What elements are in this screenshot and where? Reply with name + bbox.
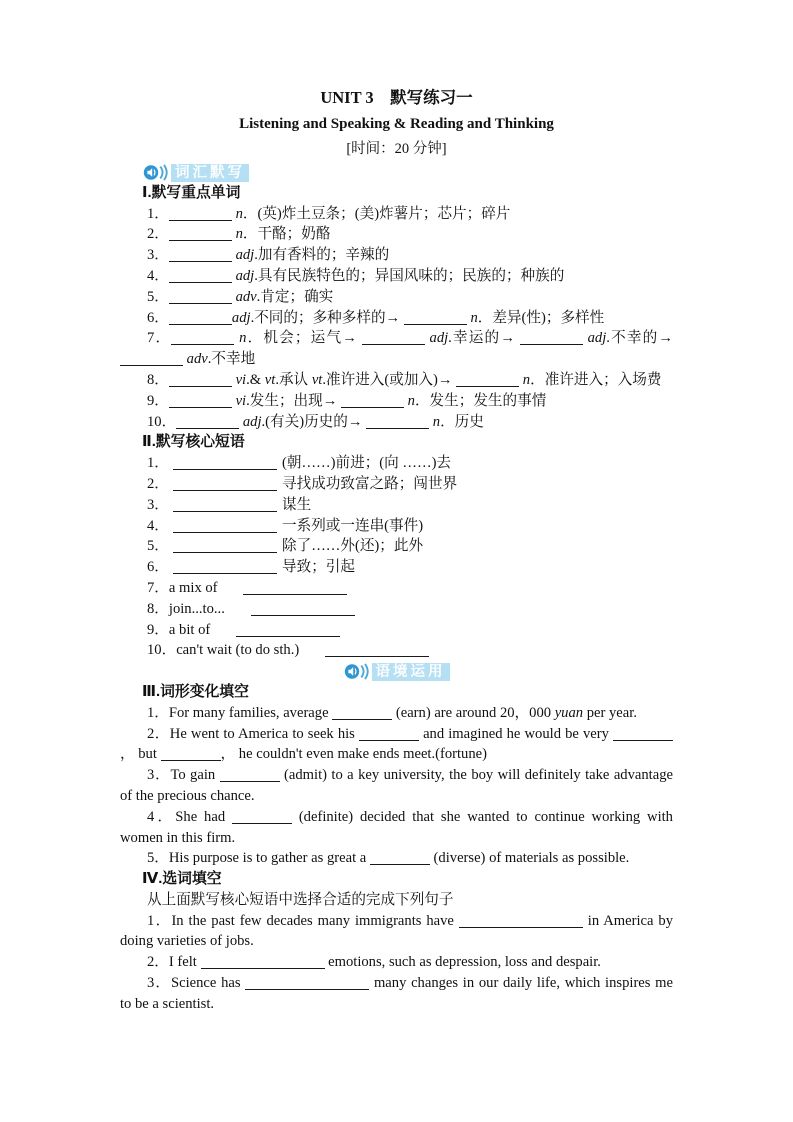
phrase-item <box>120 599 673 620</box>
text-run: 2．He went to America to seek his <box>147 725 359 742</box>
wordform-item <box>120 807 673 849</box>
text-run: .(有关)历史的→ <box>261 413 367 430</box>
item-number: 6． <box>147 559 169 576</box>
speaker-icon <box>143 163 170 182</box>
text-run: .不幸地 <box>207 351 256 368</box>
context-badge-row <box>120 661 673 682</box>
phrase-text: a mix of <box>168 579 218 596</box>
blank-line <box>169 311 232 325</box>
item-number: 3． <box>147 496 169 513</box>
word-item <box>120 245 673 266</box>
text-run: .不幸的→ <box>606 330 673 347</box>
blank-line <box>245 976 369 990</box>
pos-tag: n <box>235 205 243 222</box>
text-run: ．差异(性)；多样性 <box>477 309 605 326</box>
section-phrases-heading: Ⅱ.默写核心短语 <box>142 434 245 451</box>
pos-tag: n <box>407 392 415 409</box>
text-run: 3．Science has <box>147 975 246 992</box>
blank-line <box>169 290 232 304</box>
blank-line <box>120 352 183 366</box>
pos-tag: adj <box>242 413 262 430</box>
phrase-item <box>120 474 673 495</box>
text-run: ．(英)炸土豆条；(美)炸薯片；芯片；碎片 <box>242 205 511 222</box>
pos-tag: adj <box>587 330 607 347</box>
phrase-text: join...to... <box>168 600 225 617</box>
pos-tag: n <box>239 330 247 347</box>
pos-tag: adj <box>429 330 449 347</box>
text-run: ．机会；运气→ <box>246 330 362 347</box>
phrase-meaning: (朝……)前进；(向 ……)去 <box>282 455 452 472</box>
blank-line <box>251 602 355 616</box>
phrase-item <box>120 453 673 474</box>
text-run: 3．To gain <box>147 767 220 784</box>
blank-line <box>173 498 277 512</box>
blank-line <box>173 477 277 491</box>
blank-line <box>171 331 234 345</box>
text-run: 4． <box>147 267 169 284</box>
pos-tag: n <box>522 371 531 388</box>
word-item <box>120 391 673 412</box>
text-run: and imagined he would be very <box>418 725 613 742</box>
phrase-text: a bit of <box>168 621 211 638</box>
blank-line <box>173 519 277 533</box>
pos-tag: vi <box>235 371 247 388</box>
time-note: [时间：20 分钟] <box>346 141 447 157</box>
text-run: .加有香料的；辛辣的 <box>254 247 390 264</box>
blank-line <box>370 851 430 865</box>
pos-tag: vt <box>311 371 323 388</box>
page-subtitle: Listening and Speaking & Reading and Thinking <box>239 116 554 132</box>
blank-line <box>169 207 232 221</box>
fillin-item <box>120 973 673 1015</box>
text-run: 1． <box>147 205 169 222</box>
blank-line <box>243 581 347 595</box>
section-wordform-heading: Ⅲ.词形变化填空 <box>142 683 249 700</box>
text-run: .发生；出现→ <box>246 392 341 409</box>
text-run: ， he couldn't even make ends meet.(fortune) <box>220 746 487 763</box>
text-run: .不同的；多种多样的→ <box>250 309 404 326</box>
blank-line <box>169 394 232 408</box>
vocab-badge <box>143 163 249 182</box>
text-run: .具有民族特色的；异国风味的；民族的；种族的 <box>254 267 565 284</box>
blank-line <box>459 914 583 928</box>
blank-line <box>359 727 419 741</box>
blank-line <box>220 768 280 782</box>
text-run: 1．In the past few decades many immigrants have <box>147 912 459 929</box>
text-run: (definite) decided that she wanted to continue working with women in this firm. <box>120 808 673 846</box>
wordform-item <box>120 848 673 869</box>
text-run: 2． <box>147 226 169 243</box>
text-run: .准许进入(或加入)→ <box>322 371 457 388</box>
wordform-item <box>120 765 673 807</box>
text-run: (diverse) of materials as possible. <box>429 850 630 867</box>
text-run: 9． <box>147 392 169 409</box>
word-item <box>120 370 673 391</box>
phrase-item <box>120 495 673 516</box>
text-run: 5． <box>147 288 169 305</box>
blank-line <box>169 269 232 283</box>
text-run: 1．For many families, average <box>147 704 333 721</box>
word-item <box>120 266 673 287</box>
pos-tag: vt <box>264 371 276 388</box>
text-run: ．干酪；奶酪 <box>242 226 331 243</box>
word-item <box>120 412 673 433</box>
fillin-item <box>120 911 673 953</box>
text-run: 3． <box>147 247 169 264</box>
blank-line <box>613 727 673 741</box>
blank-line <box>161 747 221 761</box>
pos-tag: adv <box>186 351 208 368</box>
pos-tag: adj <box>235 267 255 284</box>
item-number: 10． <box>147 642 177 659</box>
vocab-badge-label: 词汇默写 <box>171 164 249 182</box>
phrase-meaning: 导致；引起 <box>282 559 355 576</box>
blank-line <box>341 394 404 408</box>
section-fillin-heading: Ⅳ.选词填空 <box>142 871 222 888</box>
phrase-item <box>120 536 673 557</box>
word-item <box>120 204 673 225</box>
fillin-instruction: 从上面默写核心短语中选择合适的完成下列句子 <box>147 891 454 908</box>
pos-tag: n <box>432 413 441 430</box>
text-run: .& <box>246 371 265 388</box>
blank-line <box>366 415 429 429</box>
text-run: 7． <box>147 330 172 347</box>
item-number: 7． <box>147 579 169 596</box>
pos-tag: n <box>235 226 243 243</box>
text-run: .承认 <box>275 371 312 388</box>
blank-line <box>325 643 429 657</box>
blank-line <box>362 331 425 345</box>
page-title: UNIT 3 默写练习一 <box>320 88 473 107</box>
item-number: 9． <box>147 621 169 638</box>
word-item <box>120 224 673 245</box>
blank-line <box>169 227 232 241</box>
text-run: ， but <box>120 746 161 763</box>
fillin-item <box>120 952 673 973</box>
context-badge <box>344 662 450 681</box>
text-run: 4．She had <box>147 808 232 825</box>
blank-line <box>236 623 340 637</box>
phrase-item <box>120 620 673 641</box>
phrase-item <box>120 557 673 578</box>
pos-tag: adj <box>231 309 251 326</box>
phrase-item <box>120 640 673 661</box>
wordform-item <box>120 724 673 766</box>
text-run: 8． <box>147 371 169 388</box>
text-run: many changes in our daily life, which inspires me to be a scientist. <box>120 975 673 1012</box>
pos-tag: n <box>470 309 478 326</box>
phrase-meaning: 寻找成功致富之路；闯世界 <box>282 475 458 492</box>
phrase-item <box>120 578 673 599</box>
text-run: .幸运的→ <box>448 330 520 347</box>
wordform-item <box>120 703 673 724</box>
text-run: .肯定；确实 <box>256 288 334 305</box>
phrase-meaning: 除了……外(还)；此外 <box>282 538 424 555</box>
pos-tag: adj <box>235 247 255 264</box>
blank-line <box>456 373 519 387</box>
phrase-text: can't wait (to do sth.) <box>176 642 300 659</box>
phrase-meaning: 一系列或一连串(事件) <box>282 517 424 534</box>
pos-tag: vi <box>235 392 247 409</box>
text-run: emotions, such as depression, loss and despair. <box>324 954 601 971</box>
section-words-heading: Ⅰ.默写重点单词 <box>142 184 241 201</box>
text-run: ．历史 <box>440 413 484 430</box>
text-run: 5．His purpose is to gather as great a <box>147 850 370 867</box>
blank-line <box>201 955 325 969</box>
word-item <box>120 328 673 370</box>
text-run: 2．I felt <box>147 954 201 971</box>
text-run: in America by doing varieties of jobs. <box>120 912 673 950</box>
blank-line <box>169 248 232 262</box>
pos-tag: yuan <box>554 704 584 721</box>
blank-line <box>173 560 277 574</box>
phrase-meaning: 谋生 <box>282 496 312 513</box>
text-run: ．发生；发生的事情 <box>414 392 547 409</box>
context-badge-label: 语境运用 <box>372 663 450 681</box>
blank-line <box>173 456 277 470</box>
phrase-item <box>120 516 673 537</box>
vocab-badge-row <box>120 162 673 183</box>
blank-line <box>520 331 583 345</box>
blank-line <box>169 373 232 387</box>
page-content <box>120 0 673 1015</box>
text-run: 10． <box>147 413 177 430</box>
text-run: 6． <box>147 309 169 326</box>
blank-line <box>404 311 467 325</box>
speaker-icon <box>344 662 371 681</box>
blank-line <box>173 539 277 553</box>
item-number: 4． <box>147 517 169 534</box>
item-number: 2． <box>147 475 169 492</box>
text-run: per year. <box>583 704 637 721</box>
blank-line <box>176 415 239 429</box>
word-item <box>120 287 673 308</box>
blank-line <box>332 706 392 720</box>
word-item <box>120 308 673 329</box>
item-number: 5． <box>147 538 169 555</box>
item-number: 8． <box>147 600 169 617</box>
pos-tag: adv <box>235 288 257 305</box>
text-run: (earn) are around 20，000 <box>392 704 555 721</box>
text-run: (admit) to a key university, the boy will definitely take advantage of the precious chance. <box>120 767 673 804</box>
text-run: ．准许进入；入场费 <box>530 371 662 388</box>
blank-line <box>232 810 292 824</box>
item-number: 1． <box>147 455 169 472</box>
